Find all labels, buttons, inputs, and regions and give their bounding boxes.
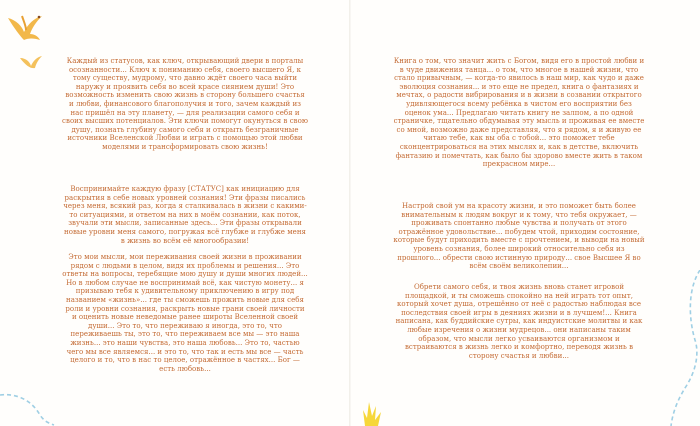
left-paragraph-3: Это мои мысли, мои переживания своей жизни в проживании рядом с людьми в целом, видя их проблемы и решения... Это ответы на вопросы, теребящие мою душу и души многих людей... Но в любом случае не воспринимай всё, как чистую монету... я призываю тебя к удивительному приключению в игру под названием «жизнь»... где ты сможешь прожить новые для себя роли и уровни сознания, раскрыть новые грани своей личности и оценить новые неведомые ранее широты Вселенной своей души... Это то, что переживаю я иногда, это то, что переживаешь ты, это то, что переживаем все мы — это наша жизнь... это наши чувства, это наша любовь... Это то, частью чего мы все являемся... и это то, что так и есть мы все — часть целого и то, что в нас то целое, отражённое в частях... Бог — есть любовь... <box>62 253 308 373</box>
stitch-decoration-left <box>0 375 60 426</box>
left-paragraph-1: Каждый из статусов, как ключ, открывающий двери в порталы осознанности... Ключ к пониманию себя, своего высшего Я, к тому существу, мудрому, что давно ждёт своего часа выйти наружу и проявить себя во всей красе сиянием души! Это возможность изменить свою жизнь в сторону большего счастья и любви, финансового благополучия и того, зачем каждый из нас пришёл на эту планету, — для реализации самого себя и своих высших потенциалов. Эти ключи помогут окунуться в свою душу, познать глубину самого себя и открыть безграничные источники Вселенской Любви и играть с помощью этой любви моделями и трансформировать свою жизнь! <box>62 57 308 151</box>
right-page <box>351 0 700 426</box>
stitch-decoration-right <box>651 270 700 426</box>
right-paragraph-1: Книга о том, что значит жить с Богом, видя его в простой любви и в чуде движения танца... о том, что многое в нашей жизни, что стало привычным, — когда-то явилось в наш мир, как чудо и даже эволюция сознания... и это еще не предел, книга о фантазиях и мечтах, о радости вибрирования и в жизни в созвании открытого удивляющегося всему ребёнка в чистом его восприятии без оценок ума... Предлагаю читать книгу не залпом, а по одной страничке, тщательно обдумывая эту мысль и проживая ее вместе со мной, возможно даже представляя, что я рядом, я и живую ее читаю тебе, как вы оба с тобой... это поможет тебе сконцентрироваться на этих мыслях и, как в детстве, включить фантазию и помечтать, как было бы здорово вместе жить в таком прекрасном мире... <box>393 57 645 169</box>
left-paragraph-2: Воспринимайте каждую фразу [СТАТУС] как инициацию для раскрытия в себе новых уровней сознания! Эти фразы писались через меня, всякий раз, когда я сталкивалась в жизни с какими-то ситуациями, и ответом на них в моём сознании, как поток, звучали эти мысли, записанные здесь... Эти фразы открывали новые уровни меня самого, погружая всё глубже и глубже меня в жизнь во всём её многообразии! <box>63 185 307 245</box>
right-paragraph-2: Настрой свой ум на красоту жизни, и это поможет быть более внимательным к людям вокруг и к тому, что тебя окружает, — проживать спонтанно любые чувства и получать от этого отражённое удовольствие... побудем чтой, приходим состояние, которые будут приходить вместе с прочтением, и выводи на новый уровень сознания, более широкий относительно себя из прошлого... обрести свою истинную природу... свое Высшее Я во всём своём великолепии... <box>393 202 645 271</box>
right-paragraph-3: Обрети самого себя, и твоя жизнь вновь станет игровой площадкой, и ты сможешь спокойно на ней играть тот опыт, который хочет душа, отрешённо от неё с радостью наблюдая все последствия своей игры в деяниях жизни и в лучшем!... Книга написана, как буддийские сутры, как индуистские молитвы и как любые изречения о жизни мудрецов... они написаны таким образом, что мысли легко усваиваются организмом и встраиваются в жизнь легко и комфортно, переводя жизнь в сторону счастья и любви... <box>395 283 643 360</box>
left-page <box>0 0 349 426</box>
yellow-splash-decoration <box>351 396 391 426</box>
bird-illustration-small <box>18 52 44 72</box>
bird-illustration-large <box>6 10 46 46</box>
